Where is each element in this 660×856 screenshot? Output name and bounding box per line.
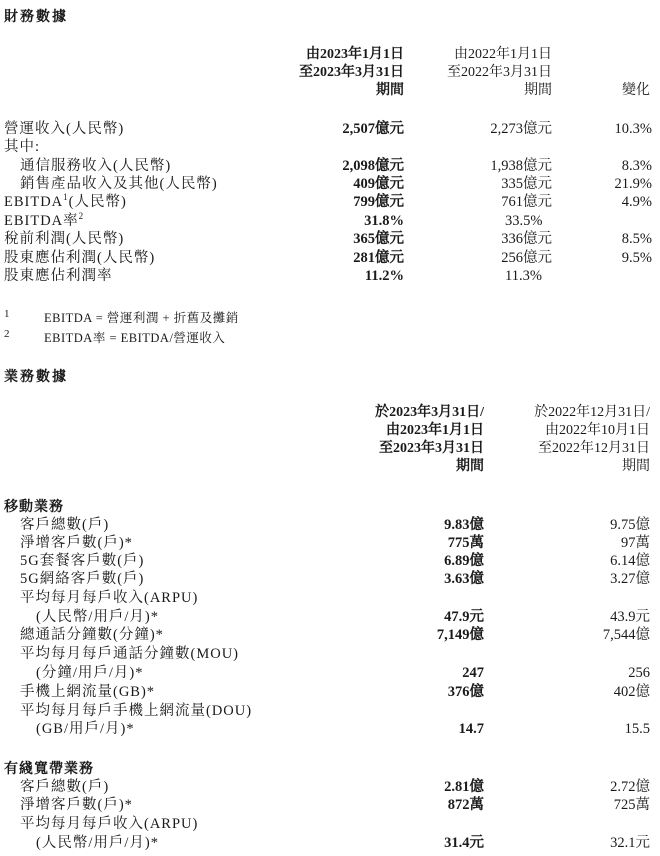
row-label: 其中: xyxy=(4,139,41,155)
header-line: 由2023年1月1日 xyxy=(306,47,404,62)
row-label: 平均每月每戶通話分鐘數(MOU) xyxy=(20,646,239,662)
row-label: (分鐘/用戶/月)* xyxy=(36,665,144,681)
header-line: 由2022年1月1日 xyxy=(454,47,552,62)
previous-value: 11.3% xyxy=(505,268,542,284)
change-value: 8.5% xyxy=(621,231,652,247)
row-label: 股東應佔利潤率 xyxy=(4,268,113,284)
table-row xyxy=(0,645,660,663)
table-row xyxy=(0,720,660,738)
footnote-number: 2 xyxy=(4,328,10,340)
row-label: 平均每月每戶手機上網流量(DOU) xyxy=(20,703,253,719)
previous-value: 97萬 xyxy=(621,535,650,551)
previous-value: 6.14億 xyxy=(610,553,650,569)
current-value: 14.7 xyxy=(458,721,484,737)
row-label: 客戶總數(戶) xyxy=(20,779,110,795)
table-row xyxy=(0,516,660,534)
table-row xyxy=(0,796,660,814)
previous-value: 1,938億元 xyxy=(490,158,552,174)
row-label: 通信服務收入(人民幣) xyxy=(20,158,172,174)
business-header-current xyxy=(375,404,484,476)
change-value: 10.3% xyxy=(614,121,652,137)
current-value: 2,098億元 xyxy=(342,158,404,174)
row-label: 淨增客戶數(戶)* xyxy=(20,797,133,813)
row-label xyxy=(4,212,84,230)
row-label-main: EBITDA xyxy=(4,194,64,210)
row-label: 5G網絡客戶數(戶) xyxy=(20,571,145,587)
group-heading-mobile xyxy=(0,498,660,516)
table-row xyxy=(0,534,660,552)
previous-value: 3.27億 xyxy=(610,571,650,587)
row-label: 客戶總數(戶) xyxy=(20,517,110,533)
group-title: 移動業務 xyxy=(4,499,64,515)
row-label: (人民幣/用戶/月)* xyxy=(36,835,159,851)
row-label xyxy=(4,193,127,211)
previous-value: 32.1元 xyxy=(610,835,650,851)
current-value: 47.9元 xyxy=(444,609,484,625)
table-row xyxy=(0,230,660,248)
group-heading-broadband xyxy=(0,760,660,778)
current-value: 775萬 xyxy=(447,535,484,551)
row-label: 股東應佔利潤(人民幣) xyxy=(4,250,156,266)
footnote-number: 1 xyxy=(4,308,10,320)
current-value: 6.89億 xyxy=(444,553,484,569)
row-label: 手機上網流量(GB)* xyxy=(20,684,156,700)
change-value: 9.5% xyxy=(621,250,652,266)
current-value: 3.63億 xyxy=(444,571,484,587)
previous-value: 43.9元 xyxy=(610,609,650,625)
previous-value: 256億元 xyxy=(501,250,552,266)
financial-header-change: 變化 xyxy=(622,83,650,98)
previous-value: 256 xyxy=(628,665,650,681)
header-line: 於2022年12月31日/ xyxy=(534,405,650,420)
header-line: 至2022年3月31日 xyxy=(447,65,552,80)
table-row xyxy=(0,834,660,852)
table-row xyxy=(0,212,660,230)
table-row xyxy=(0,626,660,644)
table-row xyxy=(0,589,660,607)
footnote-text: EBITDA = 營運利潤 + 折舊及攤銷 xyxy=(44,311,239,325)
header-line: 於2023年3月31日/ xyxy=(375,405,484,420)
current-value: 2.81億 xyxy=(444,779,484,795)
current-value: 11.2% xyxy=(364,268,404,284)
row-label: 淨增客戶數(戶)* xyxy=(20,535,133,551)
footnote xyxy=(4,308,604,324)
current-value: 7,149億 xyxy=(436,627,484,643)
row-label-rest: (人民幣) xyxy=(68,194,127,210)
table-row xyxy=(0,120,660,138)
header-line: 至2023年3月31日 xyxy=(299,65,404,80)
table-row xyxy=(0,778,660,796)
row-label: 平均每月每戶收入(ARPU) xyxy=(20,590,199,606)
table-row xyxy=(0,193,660,211)
business-header-previous xyxy=(534,404,650,476)
header-line: 至2023年3月31日 xyxy=(379,441,484,456)
current-value: 9.83億 xyxy=(444,517,484,533)
previous-value: 725萬 xyxy=(613,797,650,813)
change-value: 8.3% xyxy=(621,158,652,174)
footnote-ref: 2 xyxy=(78,211,85,222)
header-line: 由2023年1月1日 xyxy=(386,423,484,438)
change-value: 21.9% xyxy=(614,176,652,192)
row-label: 5G套餐客戶數(戶) xyxy=(20,553,145,569)
row-label: 稅前利潤(人民幣) xyxy=(4,231,125,247)
footnote xyxy=(4,328,604,344)
footnote-ref: 1 xyxy=(63,192,69,203)
current-value: 2,507億元 xyxy=(342,121,404,137)
table-row xyxy=(0,552,660,570)
table-row xyxy=(0,608,660,626)
table-row xyxy=(0,702,660,720)
table-row xyxy=(0,570,660,588)
current-value: 872萬 xyxy=(447,797,484,813)
current-value: 31.8% xyxy=(364,213,404,229)
table-row xyxy=(0,664,660,682)
previous-value: 336億元 xyxy=(501,231,552,247)
row-label: 總通話分鐘數(分鐘)* xyxy=(20,627,164,643)
financial-header-current xyxy=(299,46,404,100)
current-value: 247 xyxy=(462,665,484,681)
row-label: (GB/用戶/月)* xyxy=(36,721,135,737)
financial-section-title: 財務數據 xyxy=(4,9,68,25)
current-value: 376億 xyxy=(447,684,484,700)
change-value: 4.9% xyxy=(621,194,652,210)
table-row xyxy=(0,175,660,193)
table-row xyxy=(0,249,660,267)
row-label: 銷售產品收入及其他(人民幣) xyxy=(20,176,218,192)
previous-value: 2,273億元 xyxy=(490,121,552,137)
row-label: (人民幣/用戶/月)* xyxy=(36,609,159,625)
previous-value: 335億元 xyxy=(501,176,552,192)
table-row xyxy=(0,267,660,285)
previous-value: 15.5 xyxy=(624,721,650,737)
header-line: 由2022年10月1日 xyxy=(545,423,650,438)
current-value: 31.4元 xyxy=(444,835,484,851)
header-line: 期間 xyxy=(524,83,552,98)
table-row xyxy=(0,157,660,175)
table-row xyxy=(0,815,660,833)
previous-value: 33.5% xyxy=(505,213,543,229)
business-section-title: 業務數據 xyxy=(4,369,68,385)
table-row xyxy=(0,683,660,701)
row-label: 平均每月每戶收入(ARPU) xyxy=(20,816,199,832)
previous-value: 761億元 xyxy=(501,194,552,210)
current-value: 365億元 xyxy=(353,231,404,247)
previous-value: 2.72億 xyxy=(610,779,650,795)
financial-header-previous xyxy=(447,46,552,100)
current-value: 281億元 xyxy=(353,250,404,266)
current-value: 799億元 xyxy=(353,194,404,210)
group-title: 有綫寬帶業務 xyxy=(4,761,94,777)
row-label: 營運收入(人民幣) xyxy=(4,121,125,137)
current-value: 409億元 xyxy=(353,176,404,192)
previous-value: 9.75億 xyxy=(610,517,650,533)
table-row xyxy=(0,138,660,156)
previous-value: 402億 xyxy=(613,684,650,700)
header-line: 期間 xyxy=(456,459,484,474)
footnote-text: EBITDA率 = EBITDA/營運收入 xyxy=(44,331,226,345)
header-line: 至2022年12月31日 xyxy=(538,441,650,456)
header-line: 期間 xyxy=(376,83,404,98)
row-label-main: EBITDA率 xyxy=(4,213,79,229)
previous-value: 7,544億 xyxy=(602,627,650,643)
header-line: 期間 xyxy=(622,459,650,474)
